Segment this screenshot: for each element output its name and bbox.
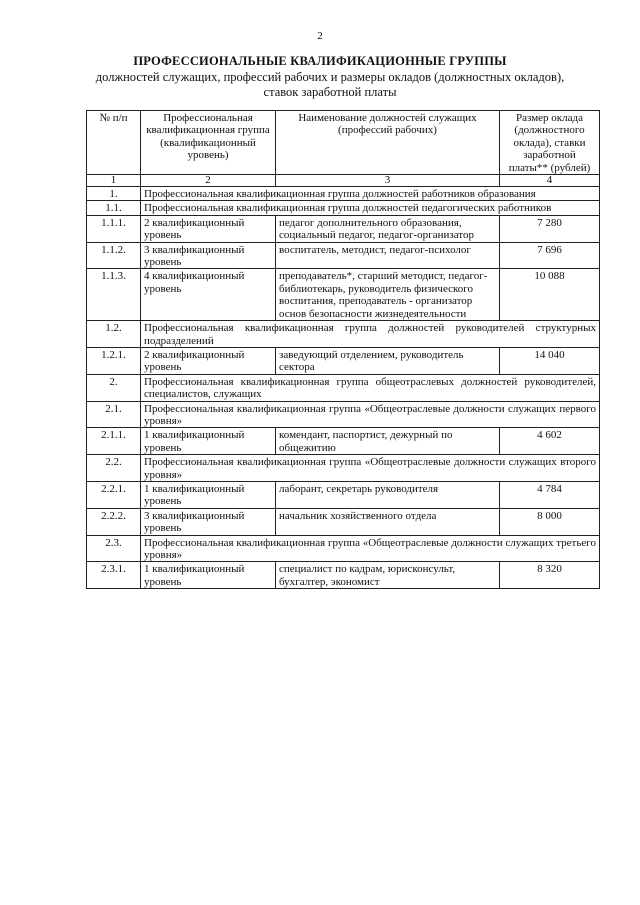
- column-numbers-row: [87, 175, 600, 187]
- row-number: 1.1.: [87, 201, 141, 215]
- salary-value: 4 602: [500, 428, 600, 455]
- row-number: 1.1.2.: [87, 242, 141, 269]
- table-row: [87, 562, 600, 589]
- qualification-level: 3 квалификационный уровень: [141, 242, 276, 269]
- qualification-level: 1 квалификационный уровень: [141, 481, 276, 508]
- document-title: ПРОФЕССИОНАЛЬНЫЕ КВАЛИФИКАЦИОННЫЕ ГРУППЫ: [133, 54, 507, 68]
- table-row: [87, 508, 600, 535]
- qualification-level: 2 квалификационный уровень: [141, 347, 276, 374]
- group-title: Профессиональная квалификационная группа «Общеотраслевые должности служащих второго уровня»: [141, 455, 600, 482]
- group-row: [87, 401, 600, 428]
- row-number: 2.2.2.: [87, 508, 141, 535]
- row-number: 1.1.3.: [87, 269, 141, 321]
- document-subtitle: должностей служащих, профессий рабочих и размеры окладов (должностных окладов), ставок заработной платы: [95, 70, 565, 99]
- salary-value: 4 784: [500, 481, 600, 508]
- position-names: преподаватель*, старший методист, педагог-библиотекарь, руководитель физического воспитания, преподаватель - организатор основ безопасности жизнедеятельности: [276, 269, 500, 321]
- salary-value: 7 696: [500, 242, 600, 269]
- qualification-level: 3 квалификационный уровень: [141, 508, 276, 535]
- group-row: [87, 321, 600, 348]
- row-number: 2.1.1.: [87, 428, 141, 455]
- table-row: [87, 269, 600, 321]
- row-number: 1.: [87, 187, 141, 201]
- qualification-level: 1 квалификационный уровень: [141, 428, 276, 455]
- position-names: лаборант, секретарь руководителя: [276, 481, 500, 508]
- column-number: 3: [276, 175, 500, 187]
- header-number: № п/п: [87, 111, 141, 175]
- table-body: [87, 187, 600, 589]
- header-salary: Размер оклада (должностного оклада), ставки заработной платы** (рублей): [500, 111, 600, 175]
- position-names: заведующий отделением, руководитель сектора: [276, 347, 500, 374]
- table-row: [87, 347, 600, 374]
- row-number: 2.: [87, 374, 141, 401]
- header-group: Профессиональная квалификационная группа (квалификационный уровень): [141, 111, 276, 175]
- group-row: [87, 374, 600, 401]
- position-names: начальник хозяйственного отдела: [276, 508, 500, 535]
- salary-value: 10 088: [500, 269, 600, 321]
- salary-value: 8 320: [500, 562, 600, 589]
- row-number: 1.2.: [87, 321, 141, 348]
- group-row: [87, 535, 600, 562]
- position-names: педагог дополнительного образования, социальный педагог, педагог-организатор: [276, 215, 500, 242]
- row-number: 2.1.: [87, 401, 141, 428]
- row-number: 1.1.1.: [87, 215, 141, 242]
- row-number: 2.2.1.: [87, 481, 141, 508]
- salary-value: 14 040: [500, 347, 600, 374]
- row-number: 2.3.: [87, 535, 141, 562]
- table-row: [87, 215, 600, 242]
- column-number: 4: [500, 175, 600, 187]
- position-names: воспитатель, методист, педагог-психолог: [276, 242, 500, 269]
- group-row: [87, 201, 600, 215]
- column-number: 1: [87, 175, 141, 187]
- group-title: Профессиональная квалификационная группа «Общеотраслевые должности служащих третьего уровня»: [141, 535, 600, 562]
- position-names: комендант, паспортист, дежурный по общежитию: [276, 428, 500, 455]
- qualification-level: 1 квалификационный уровень: [141, 562, 276, 589]
- salary-value: 8 000: [500, 508, 600, 535]
- group-title: Профессиональная квалификационная группа «Общеотраслевые должности служащих первого уровня»: [141, 401, 600, 428]
- group-title: Профессиональная квалификационная группа должностей руководителей структурных подразделений: [141, 321, 600, 348]
- table-header-row: [87, 111, 600, 175]
- page-number: 2: [317, 30, 323, 42]
- group-title: Профессиональная квалификационная группа общеотраслевых должностей руководителей, специалистов, служащих: [141, 374, 600, 401]
- row-number: 2.3.1.: [87, 562, 141, 589]
- row-number: 2.2.: [87, 455, 141, 482]
- table-row: [87, 242, 600, 269]
- qualification-level: 2 квалификационный уровень: [141, 215, 276, 242]
- group-row: [87, 455, 600, 482]
- column-number: 2: [141, 175, 276, 187]
- salary-value: 7 280: [500, 215, 600, 242]
- position-names: специалист по кадрам, юрисконсульт, бухгалтер, экономист: [276, 562, 500, 589]
- group-title: Профессиональная квалификационная группа должностей работников образования: [141, 187, 600, 201]
- group-row: [87, 187, 600, 201]
- qualification-groups-table: [86, 110, 600, 589]
- row-number: 1.2.1.: [87, 347, 141, 374]
- table-row: [87, 428, 600, 455]
- group-title: Профессиональная квалификационная группа должностей педагогических работников: [141, 201, 600, 215]
- qualification-level: 4 квалификационный уровень: [141, 269, 276, 321]
- table-row: [87, 481, 600, 508]
- header-positions: Наименование должностей служащих (профессий рабочих): [276, 111, 500, 175]
